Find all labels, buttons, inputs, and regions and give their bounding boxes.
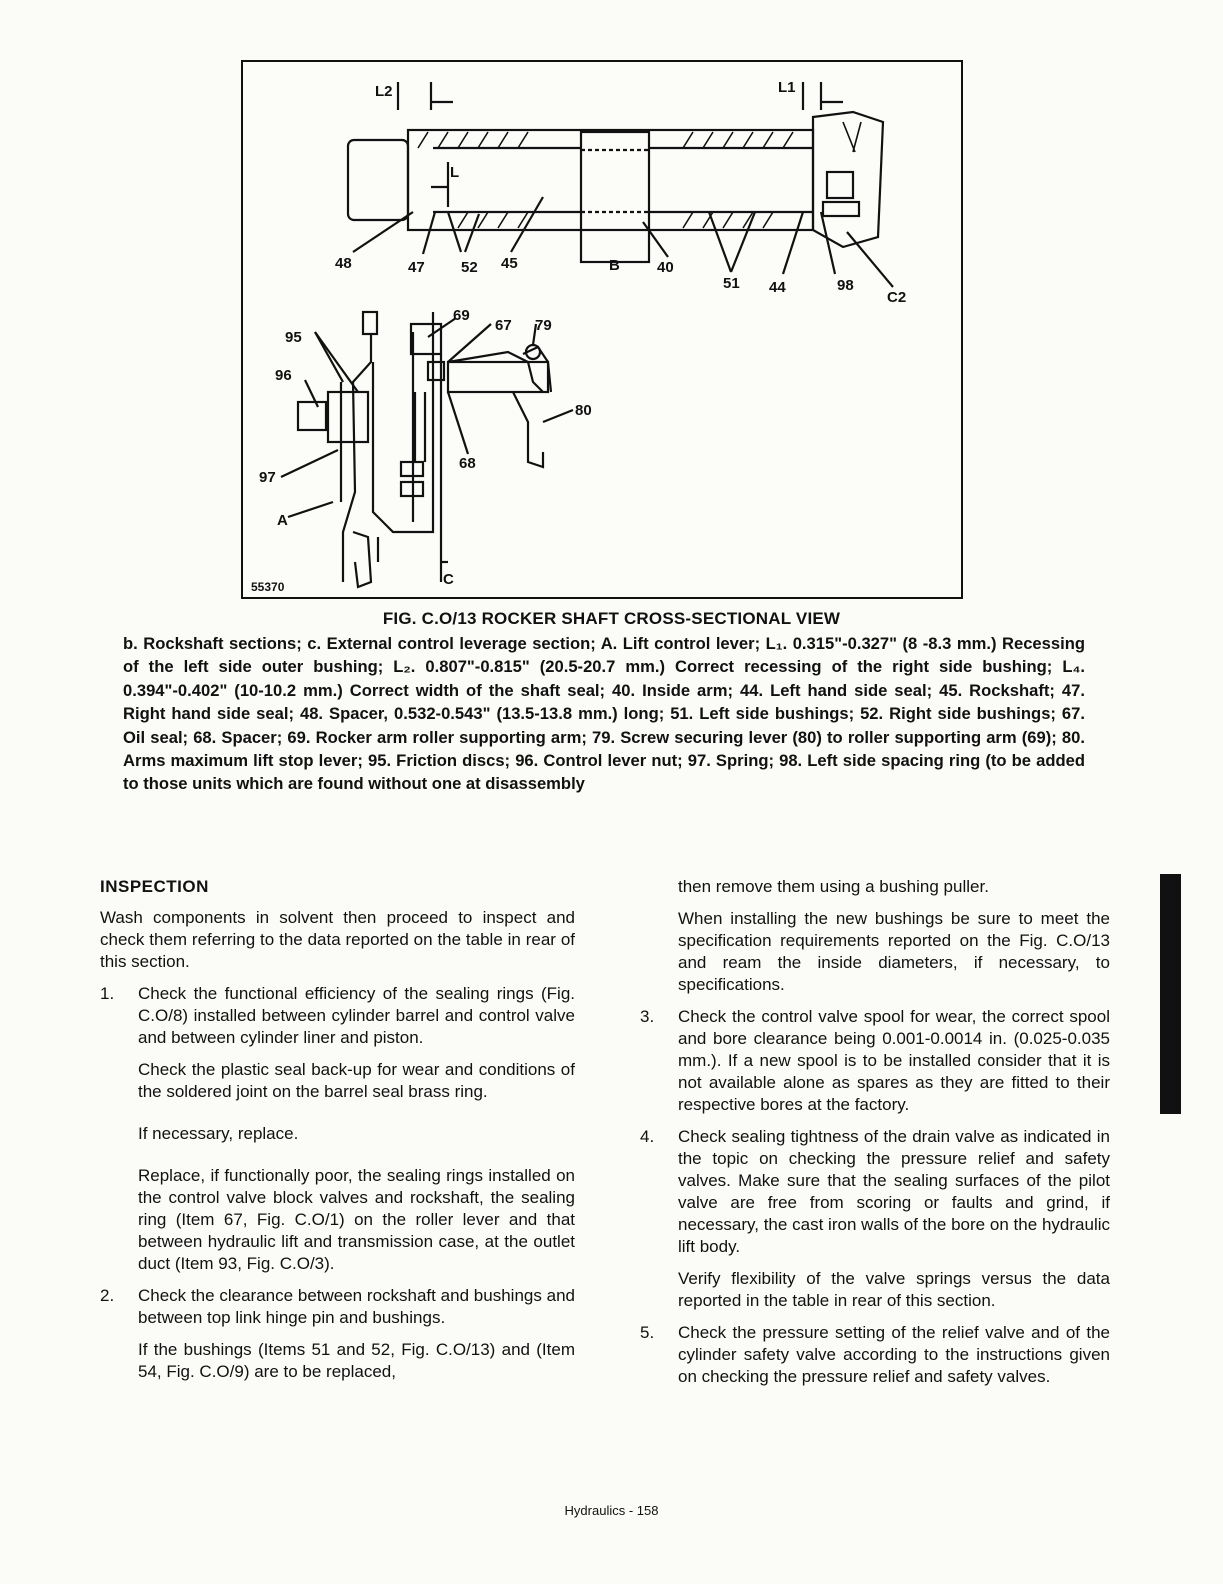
callout-67: 67	[495, 317, 512, 334]
left-column	[100, 876, 575, 1393]
callout-95: 95	[285, 329, 302, 346]
rocker-shaft-diagram	[243, 62, 961, 597]
callout-52: 52	[461, 259, 478, 276]
paragraph: Check the control valve spool for wear, the correct spool and bore clearance being 0.001-0.0014 in. (0.025-0.035 mm.). If a new spool is to be installed consider that it is not available alone as spares as they are fitted to their respective bores at the factory.	[678, 1007, 1110, 1114]
callout-79: 79	[535, 317, 552, 334]
list-number: 2.	[100, 1286, 115, 1305]
shaft-end-cap	[348, 140, 408, 220]
inside-arm	[581, 132, 649, 262]
list-item-1	[100, 983, 575, 1275]
section-thumb-tab	[1160, 874, 1181, 1114]
list-item-2	[100, 1285, 575, 1383]
intro-paragraph: Wash components in solvent then proceed to inspect and check them referring to the data reported on the table in rear of this section.	[100, 908, 575, 971]
right-column	[640, 876, 1110, 1398]
page-footer: Hydraulics - 158	[564, 1503, 659, 1518]
callout-98: 98	[837, 277, 854, 294]
callout-96: 96	[275, 367, 292, 384]
callout-69: 69	[453, 307, 470, 324]
figure-frame	[241, 60, 963, 599]
callout-97: 97	[259, 469, 276, 486]
paragraph: Check the functional efficiency of the sealing rings (Fig. C.O/8) installed between cylinder barrel and control valve and between cylinder liner and piston.	[138, 984, 575, 1047]
callout-51: 51	[723, 275, 740, 292]
figure-number: 55370	[251, 580, 285, 594]
callout-44: 44	[769, 279, 786, 296]
callout-l1: L1	[778, 79, 796, 96]
callout-c: C	[443, 571, 454, 588]
list-item-5	[640, 1322, 1110, 1388]
callout-c2: C2	[887, 289, 907, 306]
paragraph: Check the clearance between rockshaft and bushings and between top link hinge pin and bushings.	[138, 1286, 575, 1327]
callout-48: 48	[335, 255, 352, 272]
callout-a: A	[277, 512, 288, 529]
callout-b: B	[609, 257, 620, 274]
rockshaft-body	[408, 130, 813, 230]
callout-68: 68	[459, 455, 476, 472]
paragraph: Verify flexibility of the valve springs versus the data reported in the table in rear of this section.	[678, 1269, 1110, 1310]
paragraph: Check sealing tightness of the drain valve as indicated in the topic on checking the pressure relief and safety valves. Make sure that the sealing surfaces of the pilot valve are free from scoring or faults and grind, if necessary, the cast iron walls of the bore on the hydraulic lift body.	[678, 1127, 1110, 1256]
callout-80: 80	[575, 402, 592, 419]
paragraph: Check the pressure setting of the relief valve and of the cylinder safety valve according to the instructions given on checking the pressure relief and safety valves.	[678, 1323, 1110, 1386]
list-item-4	[640, 1126, 1110, 1312]
paragraph: If the bushings (Items 51 and 52, Fig. C.O/13) and (Item 54, Fig. C.O/9) are to be replaced,	[138, 1340, 575, 1381]
figure-caption-title: FIG. C.O/13 ROCKER SHAFT CROSS-SECTIONAL VIEW	[382, 609, 841, 628]
paragraph: then remove them using a bushing puller.	[678, 877, 989, 896]
figure-caption-body: b. Rockshaft sections; c. External control leverage section; A. Lift control lever; L₁. 0.315"-0.327" (8 -8.3 mm.) Recessing of the left side outer bushing; L₂. 0.807"-0.815" (20.5-20.7 mm.) Correct recessing of the right side bushing; L₄. 0.394"-0.402" (10-10.2 mm.) Correct width of the shaft seal; 40. Inside arm; 44. Left hand side seal; 45. Rockshaft; 47. Right hand side seal; 48. Spacer, 0.532-0.543" (13.5-13.8 mm.) long; 51. Left side bushings; 52. Right side bushings; 67. Oil seal; 68. Spacer; 69. Rocker arm roller supporting arm; 79. Screw securing lever (80) to roller supporting arm (69); 80. Arms maximum lift stop lever; 95. Friction discs; 96. Control lever nut; 97. Spring; 98. Left side spacing ring (to be added to those units which are found without one at disassembly	[123, 634, 1085, 794]
callout-47: 47	[408, 259, 425, 276]
list-number: 5.	[640, 1323, 655, 1342]
callout-l: L	[450, 164, 460, 181]
paragraph: Check the plastic seal back-up for wear and conditions of the soldered joint on the barrel seal brass ring.	[138, 1060, 575, 1101]
list-number: 3.	[640, 1007, 655, 1026]
paragraph: If necessary, replace.	[138, 1124, 299, 1143]
paragraph: Replace, if functionally poor, the sealing rings installed on the control valve block valves and rockshaft, the sealing ring (Item 67, Fig. C.O/1) on the roller lever and that between hydraulic lift and transmission case, at the outlet duct (Item 93, Fig. C.O/3).	[138, 1166, 575, 1273]
callout-l2: L2	[375, 83, 393, 100]
paragraph: When installing the new bushings be sure to meet the specification requirements reported on the Fig. C.O/13 and ream the inside diameters, if necessary, to specifications.	[678, 909, 1110, 994]
list-number: 1.	[100, 984, 115, 1003]
list-item-3	[640, 1006, 1110, 1116]
section-heading: INSPECTION	[100, 877, 209, 896]
callout-40: 40	[657, 259, 674, 276]
callout-45: 45	[501, 255, 518, 272]
list-number: 4.	[640, 1127, 655, 1146]
